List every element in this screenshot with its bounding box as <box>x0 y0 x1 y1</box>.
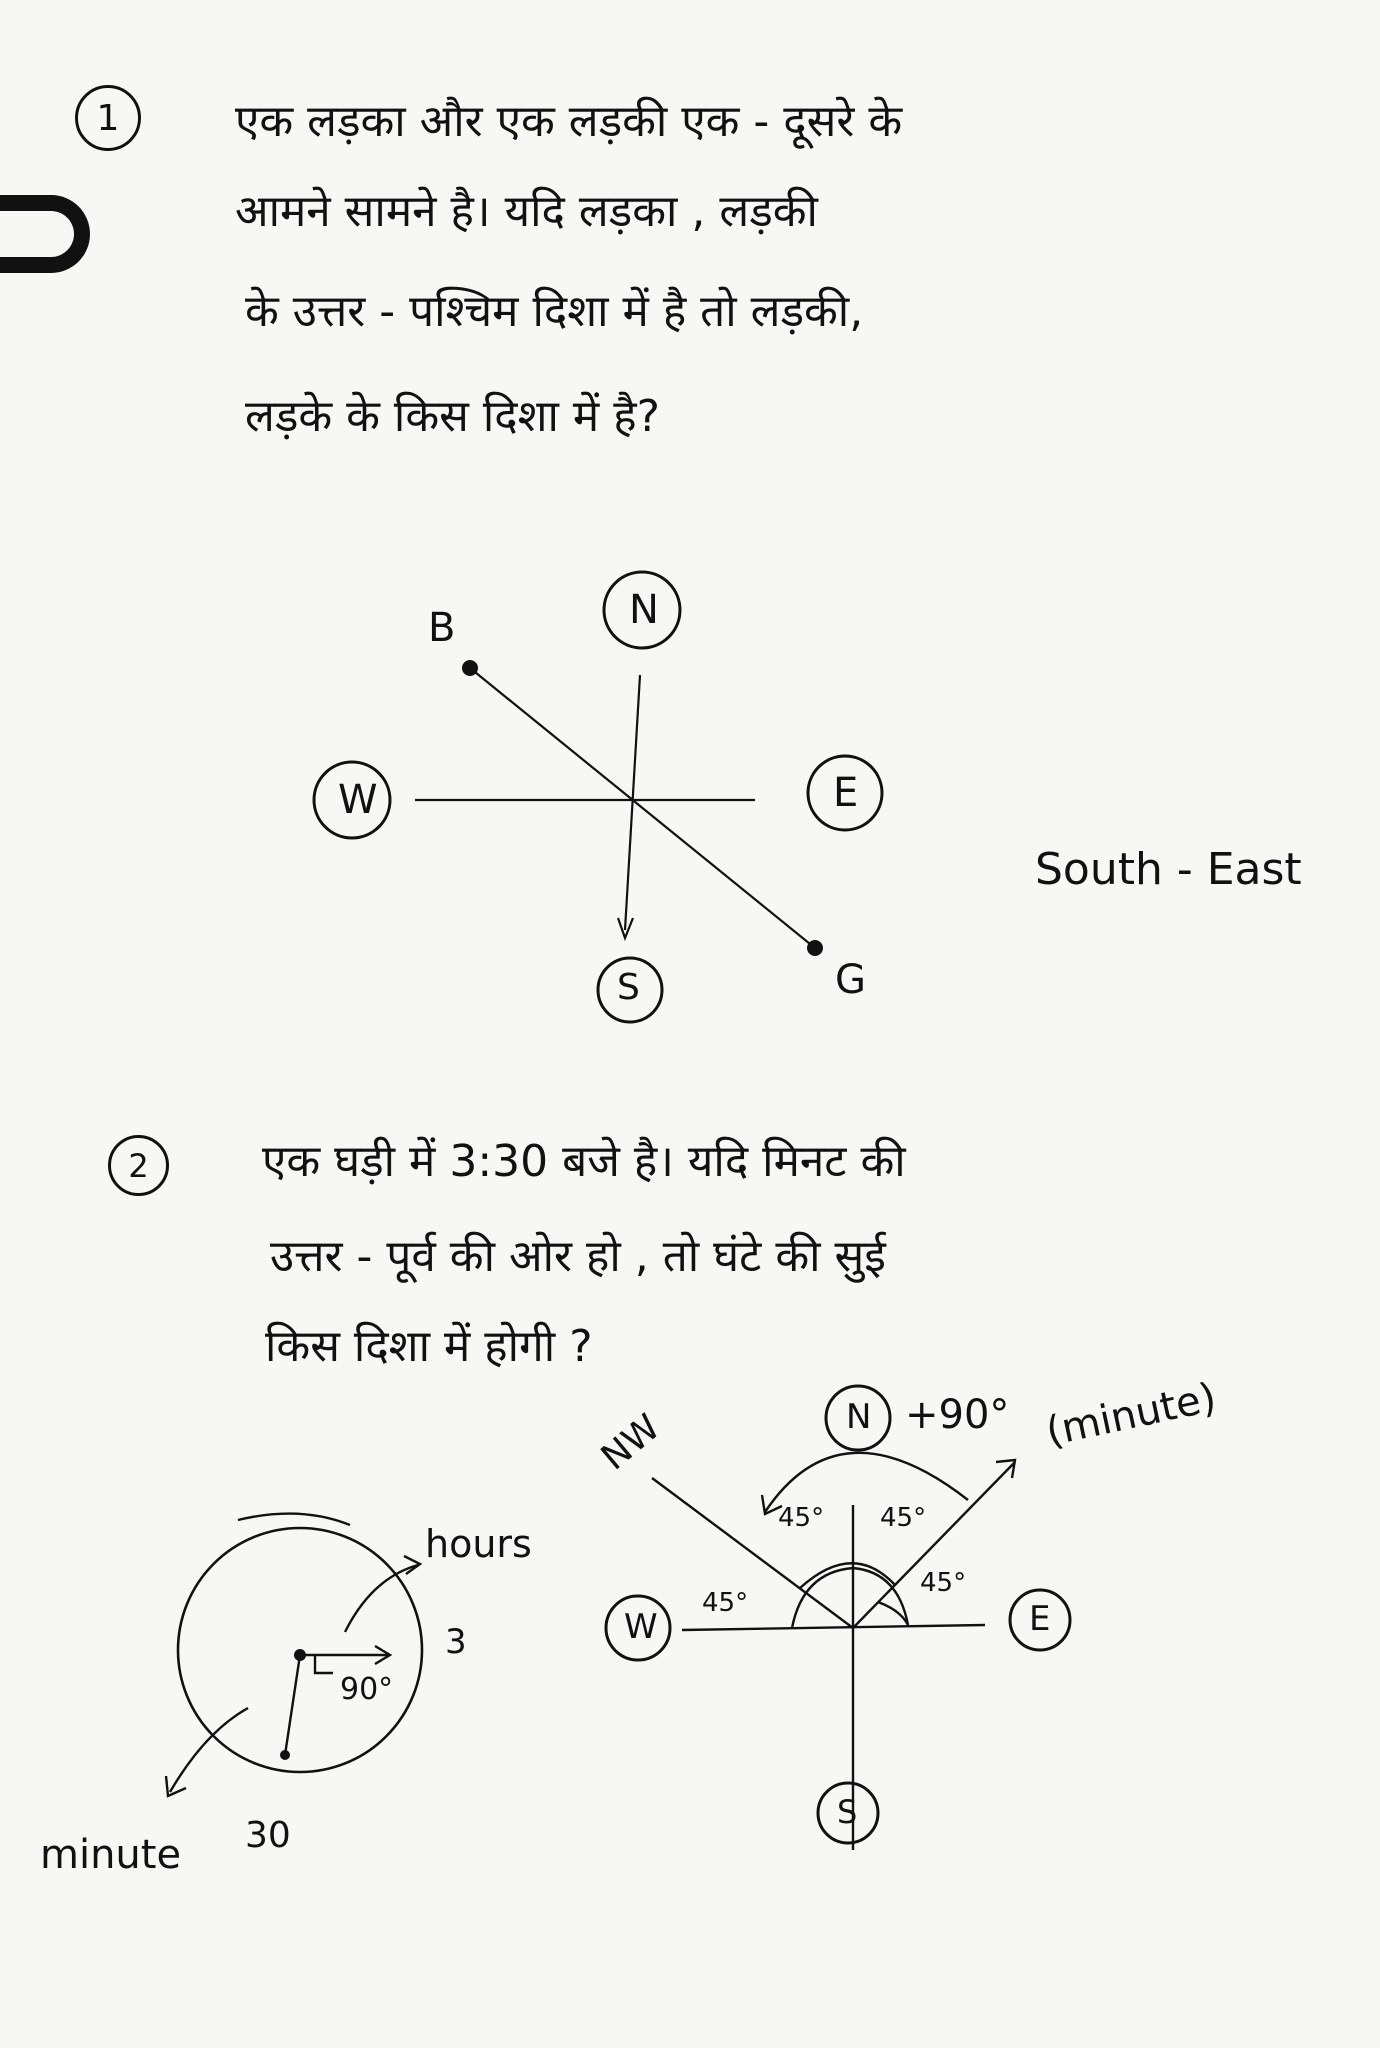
q1-answer: South - East <box>1035 844 1302 895</box>
q1-line-1: एक लड़का और एक लड़की एक - दूसरे के <box>235 96 903 147</box>
question-2-number: 2 <box>108 1135 169 1196</box>
compass-angle-ne-east: 45° <box>920 1568 967 1598</box>
q2-line-1: एक घड़ी में 3:30 बजे है। यदि मिनट की <box>262 1136 906 1187</box>
q1-east-label: E <box>833 770 859 816</box>
compass-angle-west-nw: 45° <box>702 1588 749 1618</box>
q1-line-3: के उत्तर - पश्चिम दिशा में है तो लड़की, <box>245 286 864 337</box>
clock-minute-label: minute <box>40 1832 182 1878</box>
compass-minute-label: (minute) <box>1042 1374 1221 1456</box>
q1-west-label: W <box>338 777 378 823</box>
clock-thirty-label: 30 <box>245 1815 291 1856</box>
q1-line-4: लड़के के किस दिशा में है? <box>245 391 660 442</box>
clock-angle-label: 90° <box>340 1672 394 1707</box>
question-1-number: 1 <box>75 85 141 151</box>
clock-three-label: 3 <box>445 1622 467 1662</box>
q1-north-label: N <box>629 587 659 633</box>
compass-north-label: N <box>846 1397 872 1437</box>
q2-line-2: उत्तर - पूर्व की ओर हो , तो घंटे की सुई <box>270 1231 886 1282</box>
compass-angle-north-ne: 45° <box>880 1503 927 1533</box>
q1-south-label: S <box>617 967 640 1008</box>
compass-plus90-label: +90° <box>905 1392 1010 1438</box>
compass-nw-label: NW <box>593 1406 669 1479</box>
compass-west-label: W <box>624 1607 658 1647</box>
q1-point-b-label: B <box>428 605 456 651</box>
q1-line-2: आमने सामने है। यदि लड़का , लड़की <box>235 186 818 237</box>
compass-angle-nw-north: 45° <box>778 1503 825 1533</box>
clock-hours-label: hours <box>425 1522 532 1566</box>
q2-line-3: किस दिशा में होगी ? <box>265 1321 593 1372</box>
q1-point-g-label: G <box>835 957 866 1003</box>
compass-south-label: S <box>837 1793 858 1831</box>
compass-east-label: E <box>1029 1599 1051 1639</box>
